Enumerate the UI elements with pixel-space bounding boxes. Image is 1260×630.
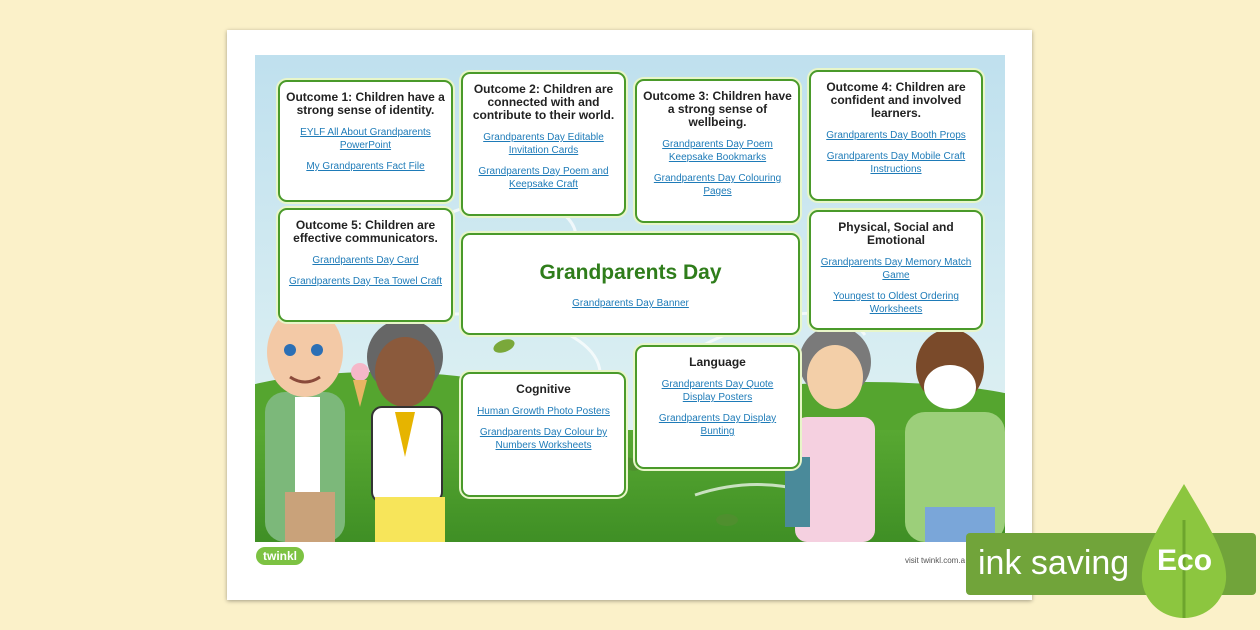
grandmother-illustration (350, 317, 470, 542)
card-title: Language (689, 355, 746, 369)
resource-link[interactable]: Grandparents Day Quote Display Posters (661, 379, 774, 403)
outcome-card (809, 70, 983, 201)
page-title: Grandparents Day (539, 261, 722, 284)
resource-link[interactable]: Grandparents Day Editable Invitation Cards (483, 132, 604, 156)
footer-url: visit twinkl.com.a (905, 556, 966, 565)
outcome-card (278, 208, 453, 322)
card-title: Outcome 3: Children have a strong sense of wellbeing. (643, 89, 792, 129)
eco-badge-text: ink saving (978, 544, 1130, 582)
resource-link[interactable]: Grandparents Day Colouring Pages (653, 173, 782, 197)
twinkl-logo: twinkl (256, 547, 304, 565)
eco-label: Eco (1157, 544, 1213, 577)
title-card (461, 233, 800, 335)
resource-link[interactable]: Grandparents Day Poem and Keepsake Craft (478, 166, 609, 190)
resource-link[interactable]: Youngest to Oldest Ordering Worksheets (833, 291, 959, 315)
grandfather-illustration (895, 327, 1005, 542)
card-title: Cognitive (516, 382, 571, 396)
resource-link[interactable]: Grandparents Day Memory Match Game (820, 257, 972, 281)
card-title: Outcome 2: Children are connected with and contribute to their world. (472, 82, 615, 122)
card-title: Outcome 5: Children are effective communicators. (293, 218, 438, 245)
resource-link[interactable]: Human Growth Photo Posters (477, 406, 610, 417)
outcome-card (278, 80, 453, 202)
outcome-card (635, 79, 800, 223)
resource-link[interactable]: Grandparents Day Mobile Craft Instructions (826, 151, 966, 175)
resource-link[interactable]: Grandparents Day Booth Props (826, 130, 966, 141)
resource-link[interactable]: Grandparents Day Card (312, 255, 419, 266)
resource-link[interactable]: Grandparents Day Poem Keepsake Bookmarks (662, 139, 773, 163)
card-title: Outcome 1: Children have a strong sense of identity. (286, 90, 445, 117)
resource-link[interactable]: Grandparents Day Tea Towel Craft (288, 276, 443, 287)
outcome-card (461, 372, 626, 497)
banner-link[interactable]: Grandparents Day Banner (572, 298, 689, 309)
resource-link[interactable]: EYLF All About Grandparents PowerPoint (300, 127, 431, 151)
resource-link[interactable]: Grandparents Day Colour by Numbers Worksheets (479, 427, 608, 451)
outcome-card (635, 345, 800, 469)
resource-link[interactable]: Grandparents Day Display Bunting (658, 413, 777, 437)
card-title: Outcome 4: Children are confident and involved learners. (826, 80, 966, 120)
grandmother-illustration (785, 322, 905, 542)
leaf-icon (715, 513, 739, 527)
resource-link[interactable]: My Grandparents Fact File (306, 161, 425, 172)
outcome-card (809, 210, 983, 330)
outcome-card (461, 72, 626, 216)
card-title: Physical, Social and Emotional (838, 220, 954, 247)
